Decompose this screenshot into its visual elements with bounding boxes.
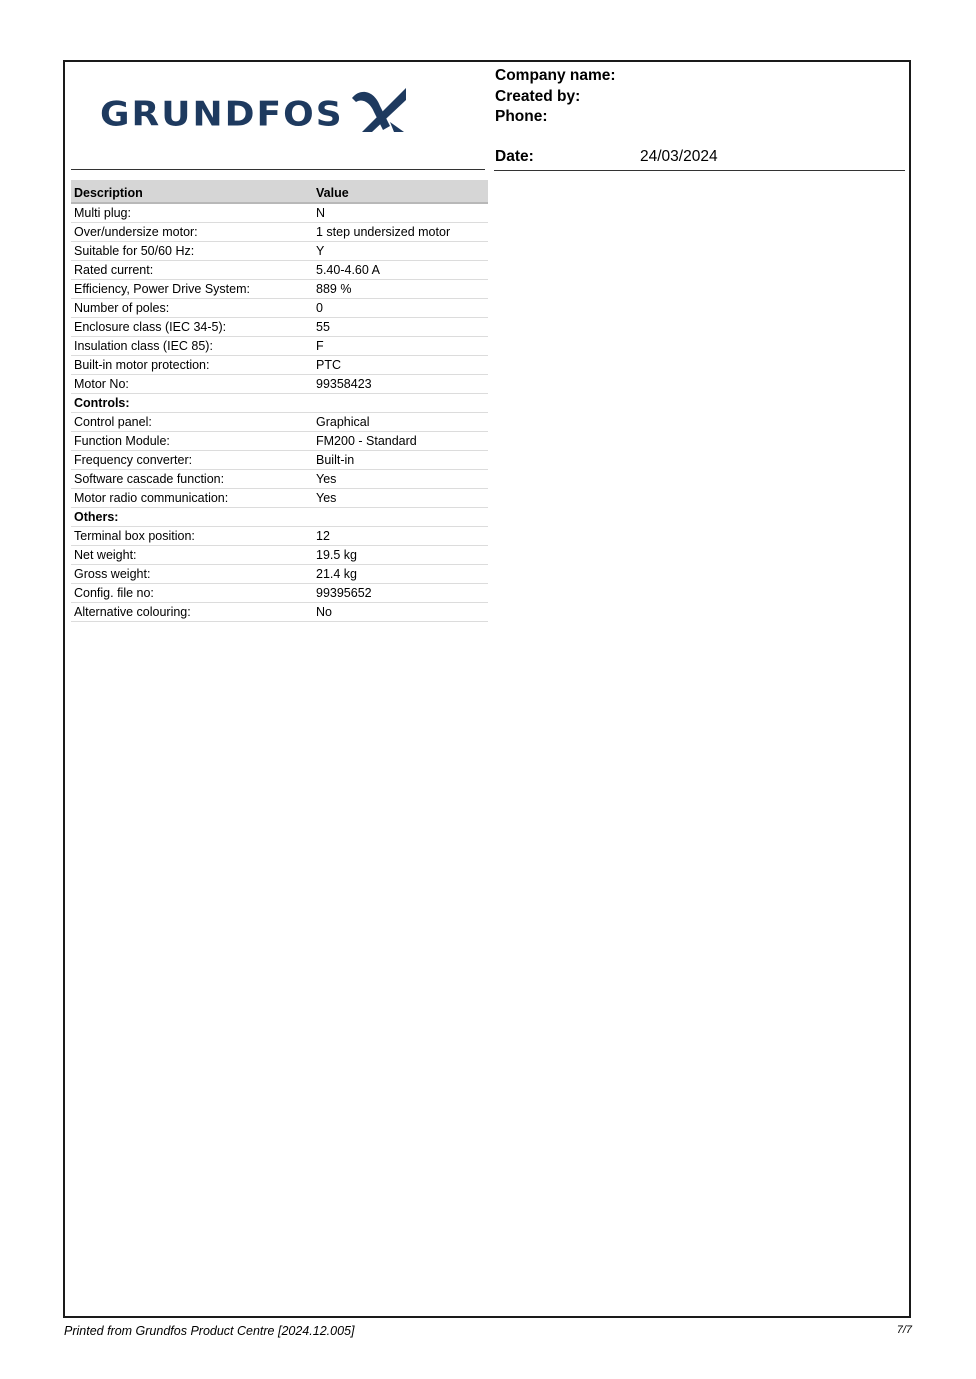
- table-row: [71, 489, 488, 508]
- row-value: 5.40-4.60 A: [313, 261, 488, 280]
- date-row: [495, 148, 718, 166]
- footer-printed-from: Printed from Grundfos Product Centre [2024.12.005]: [64, 1324, 355, 1338]
- row-value: Yes: [313, 470, 488, 489]
- row-value: F: [313, 337, 488, 356]
- spec-table-body: [71, 203, 488, 622]
- row-description: Controls:: [71, 394, 313, 413]
- row-value: N: [313, 203, 488, 223]
- header-info: [495, 66, 616, 128]
- row-description: Config. file no:: [71, 584, 313, 603]
- header-divider-right: [494, 170, 905, 171]
- date-label: Date:: [495, 148, 534, 165]
- row-description: Function Module:: [71, 432, 313, 451]
- table-row: [71, 299, 488, 318]
- grundfos-x-mark-icon: [350, 86, 408, 136]
- table-row: [71, 223, 488, 242]
- row-value: No: [313, 603, 488, 622]
- row-value: 0: [313, 299, 488, 318]
- row-value: 19.5 kg: [313, 546, 488, 565]
- row-description: Net weight:: [71, 546, 313, 565]
- footer-page-number: 7/7: [896, 1324, 912, 1336]
- row-value: 12: [313, 527, 488, 546]
- table-section-row: [71, 394, 488, 413]
- row-description: Gross weight:: [71, 565, 313, 584]
- table-row: [71, 318, 488, 337]
- table-row: [71, 451, 488, 470]
- created-by-label: Created by:: [495, 87, 581, 105]
- table-row: [71, 527, 488, 546]
- row-value: FM200 - Standard: [313, 432, 488, 451]
- table-row: [71, 432, 488, 451]
- row-description: Suitable for 50/60 Hz:: [71, 242, 313, 261]
- row-description: Control panel:: [71, 413, 313, 432]
- row-description: Insulation class (IEC 85):: [71, 337, 313, 356]
- table-row: [71, 280, 488, 299]
- table-row: [71, 603, 488, 622]
- grundfos-logo: [100, 92, 408, 136]
- row-description: Enclosure class (IEC 34-5):: [71, 318, 313, 337]
- row-value: Graphical: [313, 413, 488, 432]
- row-description: Multi plug:: [71, 203, 313, 223]
- row-description: Frequency converter:: [71, 451, 313, 470]
- company-name-label: Company name:: [495, 67, 616, 84]
- col-header-value: Value: [313, 180, 488, 203]
- row-value: [313, 508, 488, 527]
- row-value: 889 %: [313, 280, 488, 299]
- table-row: [71, 337, 488, 356]
- row-description: Efficiency, Power Drive System:: [71, 280, 313, 299]
- row-description: Terminal box position:: [71, 527, 313, 546]
- row-value: 1 step undersized motor: [313, 223, 488, 242]
- row-description: Over/undersize motor:: [71, 223, 313, 242]
- row-value: Y: [313, 242, 488, 261]
- row-value: 99358423: [313, 375, 488, 394]
- table-section-row: [71, 508, 488, 527]
- row-description: Others:: [71, 508, 313, 527]
- date-value: 24/03/2024: [640, 148, 718, 165]
- row-value: 21.4 kg: [313, 565, 488, 584]
- table-row: [71, 584, 488, 603]
- row-value: PTC: [313, 356, 488, 375]
- logo-text: GRUNDFOS: [100, 94, 344, 134]
- row-value: 99395652: [313, 584, 488, 603]
- row-description: Rated current:: [71, 261, 313, 280]
- row-description: Motor radio communication:: [71, 489, 313, 508]
- phone-label: Phone:: [495, 108, 548, 125]
- table-row: [71, 546, 488, 565]
- row-description: Software cascade function:: [71, 470, 313, 489]
- table-row: [71, 470, 488, 489]
- table-row: [71, 356, 488, 375]
- row-description: Motor No:: [71, 375, 313, 394]
- spec-table: [71, 180, 488, 622]
- table-row: [71, 261, 488, 280]
- row-description: Built-in motor protection:: [71, 356, 313, 375]
- row-value: Yes: [313, 489, 488, 508]
- row-value: 55: [313, 318, 488, 337]
- row-value: Built-in: [313, 451, 488, 470]
- header-divider-left: [71, 169, 485, 170]
- table-row: [71, 203, 488, 223]
- col-header-description: Description: [71, 180, 313, 203]
- table-header-row: [71, 180, 488, 203]
- table-row: [71, 565, 488, 584]
- row-description: Alternative colouring:: [71, 603, 313, 622]
- row-description: Number of poles:: [71, 299, 313, 318]
- table-row: [71, 375, 488, 394]
- row-value: [313, 394, 488, 413]
- table-row: [71, 242, 488, 261]
- table-row: [71, 413, 488, 432]
